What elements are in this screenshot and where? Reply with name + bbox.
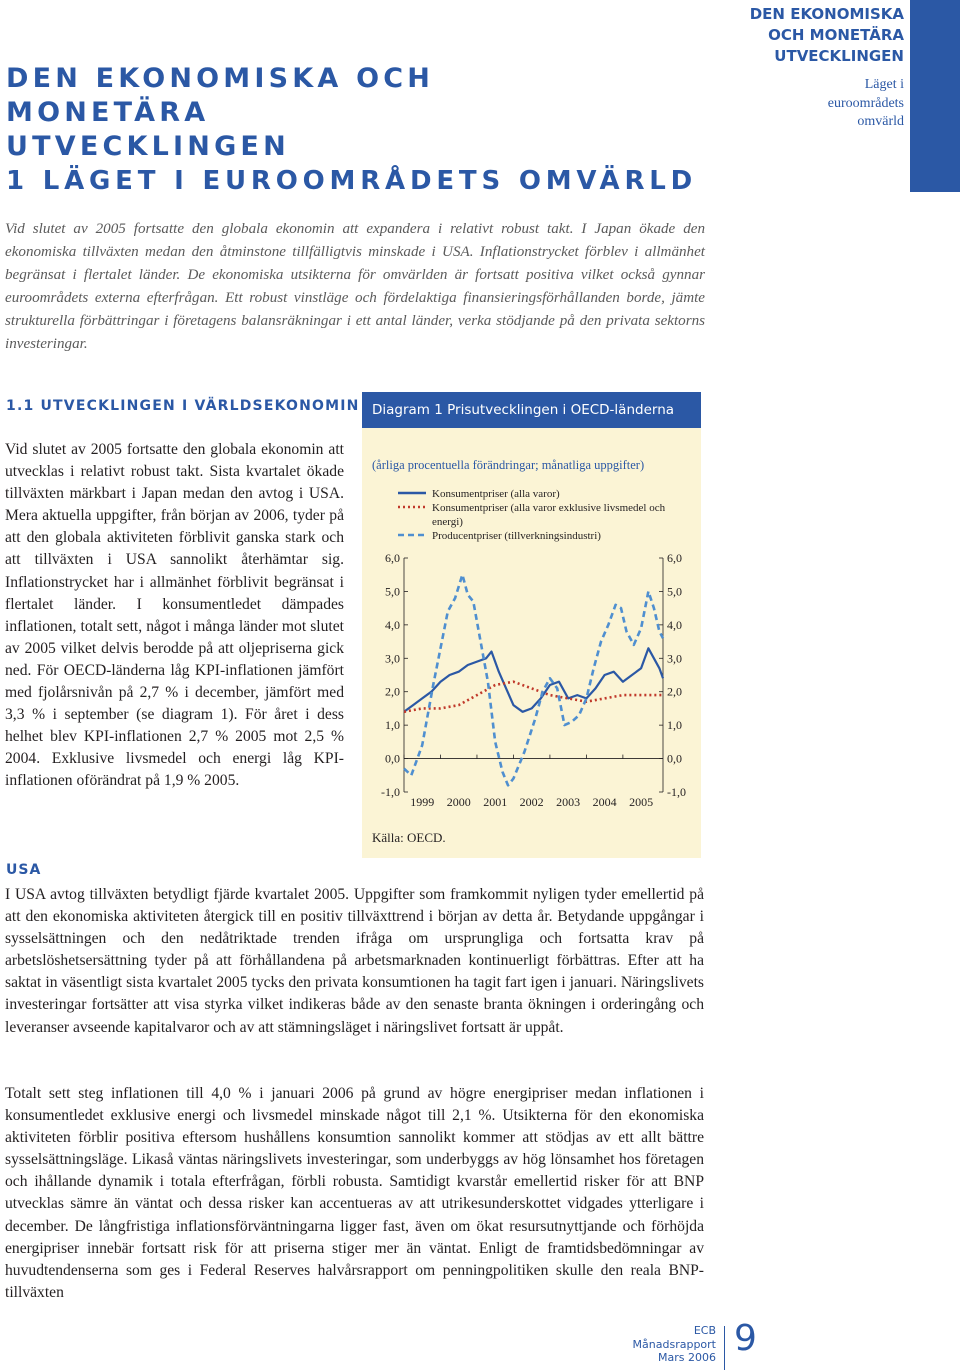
- page-number: 9: [734, 1318, 757, 1359]
- running-header-line1: DEN EKONOMISKA: [749, 5, 904, 23]
- y-tick-label-right: 6,0: [667, 551, 682, 565]
- y-tick-label-left: -1,0: [381, 785, 400, 799]
- x-tick-label: 2002: [519, 795, 544, 809]
- section-title: 1 LÄGET I EUROOMRÅDETS OMVÄRLD: [6, 166, 698, 196]
- footer-divider: [724, 1326, 725, 1370]
- y-tick-label-right: 4,0: [667, 617, 682, 632]
- x-tick-label: 2000: [446, 795, 471, 809]
- series-line-1: [404, 648, 663, 712]
- page-header-title: [6, 62, 566, 164]
- running-subheader-line3: omvärld: [857, 114, 904, 129]
- y-tick-label-right: -1,0: [667, 785, 686, 799]
- chart-title: Diagram 1 Prisutvecklingen i OECD-länderna: [372, 402, 675, 418]
- y-tick-label-left: 1,0: [385, 718, 400, 733]
- y-tick-label-left: 4,0: [385, 617, 400, 632]
- legend-label-1: Konsumentpriser (alla varor): [432, 488, 560, 500]
- header-title-line2: UTVECKLINGEN: [6, 131, 290, 162]
- x-tick-label: 2001: [483, 795, 508, 809]
- x-tick-label: 2004: [592, 795, 617, 809]
- legend-label-2b: energi): [432, 516, 463, 528]
- running-subheader-line1: Läget i: [864, 77, 904, 92]
- legend-label-3: Producentpriser (tillverkningsindustri): [432, 530, 601, 542]
- chart-subtitle: (årliga procentuella förändringar; månatliga uppgifter): [372, 458, 645, 472]
- usa-paragraph-1: I USA avtog tillväxten betydligt fjärde kvartalet 2005. Uppgifter som framkommit nyligen tyder emellertid på att den ekonomiska aktiviteten återgick till en positiv tillväxttrend i början av detta år. Betydande uppgångar i sysselsättningen och den nedåtriktade trenden ifråga om ursprungliga och fortsatta krav på arbetslöshetsersättning tyder på att förhållandena på arbetsmarknaden kontinuerligt förbättras. Efter att ha saktat in väsentligt sista kvartalet 2005 tycks den privata konsumtionen ha tagit fart igen i januari. Näringslivets investeringar fortsätter att visa styrka vilket indikeras både av den senaste branta ökningen i orderingång och leveranser avseende kapitalvaror och av att stämningsläget i näringslivet fortsatt är uppåt.: [5, 886, 704, 1036]
- footer: [600, 1324, 716, 1365]
- running-subheader-line2: euroområdets: [827, 95, 904, 111]
- x-tick-label: 1999: [410, 795, 435, 809]
- running-header: [750, 4, 904, 67]
- header-blue-tab: [910, 0, 960, 192]
- y-tick-label-right: 0,0: [667, 751, 682, 766]
- legend-label-2a: Konsumentpriser (alla varor exklusive livsmedel och: [432, 502, 666, 514]
- y-tick-label-right: 2,0: [667, 684, 682, 699]
- y-tick-label-left: 2,0: [385, 684, 400, 699]
- x-tick-label: 2005: [629, 795, 654, 809]
- footer-line1: ECB: [693, 1324, 716, 1337]
- footer-line2: Månadsrapport: [632, 1337, 716, 1351]
- footer-line3: Mars 2006: [658, 1351, 716, 1364]
- chart-source: Källa: OECD.: [372, 830, 446, 845]
- y-tick-label-left: 6,0: [385, 551, 400, 565]
- usa-heading: USA: [6, 862, 42, 878]
- running-header-line2: OCH MONETÄRA: [768, 26, 904, 44]
- section-intro: Vid slutet av 2005 fortsatte den globala ekonomin att expandera i relativt robust takt. I Japan ökade den ekonomiska tillväxten medan den åtminstone tillfälligtvis minskade i USA. Inflationstrycket förblev i allmänhet begränsat i flertalet länder. De ekonomiska utsikterna för omvärlden är fortsatt positiva vilket också gynnar euroområdets externa efterfrågan. Ett robust vinstläge och fördelaktiga finansieringsförhållanden borde, jämte strukturella förbättringar i företagens balansräkningar i ett antal länder, verka stödjande på den privata sektorns investeringar.: [5, 221, 705, 352]
- usa-paragraph-2: Totalt sett steg inflationen till 4,0 % i januari 2006 på grund av högre energipriser medan inflationen i konsumentledet exklusive energi och livsmedel minskade något till 2,1 %. Utsikterna för den ekonomiska aktiviteten förblir positiva eftersom hushållens konsumtion sannolikt kommer att stödjas av ett allt bättre sysselsättningsläge. Likaså väntas näringslivets investeringar, som underbyggs av hög lönsamhet hos företagen och ihållande dynamik i totala efterfrågan, förbli robusta. Samtidigt kvarstår emellertid risker för att BNP utvecklas sämre än väntat och dessa risker kan accentueras av att utrikesunderskottet vidgades ytterligare i december. De långfristiga inflationsförväntningarna ligger fast, även om ökat resursutnyttjande och förhöjda energipriser innebär fortsatt risk för att priserna stiger mer än väntat. Enligt de framtidsbedömningar av huvudtendenserna som ges i Federal Reserves halvårsrapport om penningpolitiken skulle den reala BNP-tillväxten: [5, 1085, 704, 1301]
- y-tick-label-left: 3,0: [385, 651, 400, 666]
- running-subheader: [828, 76, 904, 132]
- y-tick-label-left: 0,0: [385, 751, 400, 766]
- price-chart: [362, 480, 701, 825]
- subsection-title: 1.1 UTVECKLINGEN I VÄRLDSEKONOMIN: [6, 398, 360, 414]
- header-title-line1: DEN EKONOMISKA OCH MONETÄRA: [6, 63, 435, 128]
- running-header-line3: UTVECKLINGEN: [774, 47, 904, 65]
- y-tick-label-right: 3,0: [667, 651, 682, 666]
- y-tick-label-right: 1,0: [667, 718, 682, 733]
- y-tick-label-right: 5,0: [667, 584, 682, 599]
- y-tick-label-left: 5,0: [385, 584, 400, 599]
- x-tick-label: 2003: [556, 795, 581, 809]
- subsection-paragraph: Vid slutet av 2005 fortsatte den globala ekonomin att utvecklas i relativt robust takt. Sista kvartalet ökade tillväxten märkbart i Japan medan den avtog i USA. Mera aktuella uppgifter, från början av 2006, tyder på att den globala aktiviteten förblivit ganska stark och att tillväxten i USA sannolikt återhämtar sig. Inflationstrycket har i allmänhet förblivit begränsat i flertalet länder. I konsumentledet dämpades inflationen, totalt sett, något i många länder mot slutet av 2005 vilket delvis berodde på att oljepriserna gick ned. För OECD-länderna låg KPI-inflationen jämfört med fjolårsnivån på 2,7 % i december, jämfört med 3,3 % i september (se diagram 1). För året i dess helhet blev KPI-inflationen 2,7 % 2005 mot 2,5 % 2004. Exklusive livsmedel och energi låg KPI-inflationen oförändrat på 1,9 % 2005.: [5, 441, 344, 790]
